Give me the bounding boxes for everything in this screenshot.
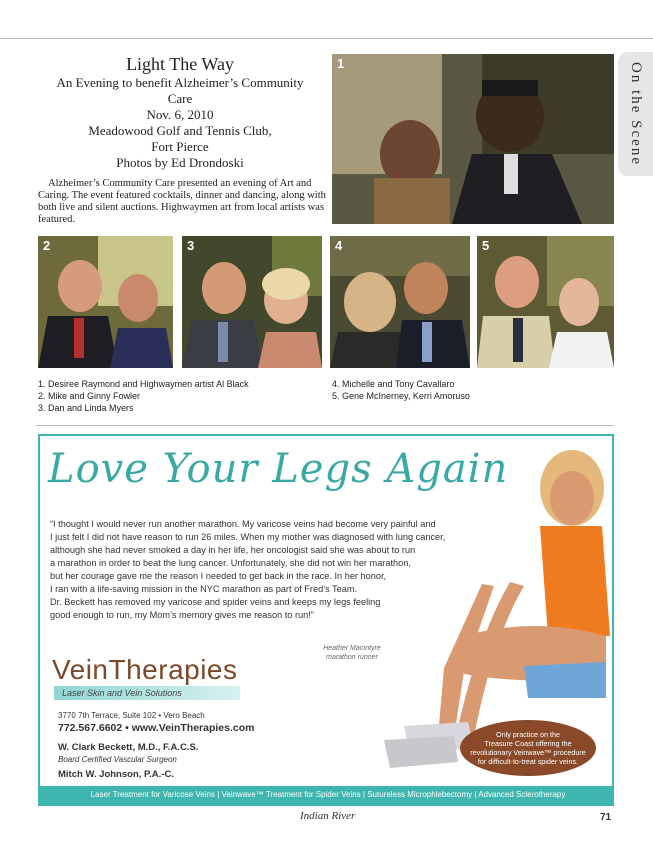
photo-2-image [38,236,173,368]
event-venue: Meadowood Golf and Tennis Club, [88,123,272,138]
photo-5-image [477,236,614,368]
photo-1 [332,54,614,224]
photo-3-image [182,236,322,368]
subtitle-line: An Evening to benefit Alzheimer’s Community [56,75,304,90]
attribution-role: marathon runner [326,654,378,661]
page-number: 71 [600,812,612,823]
quote-line: I ran with a life-saving mission in the NYC marathon as part of Fred’s Team. [50,584,358,594]
section-tab [618,52,653,176]
photo-1-image [332,54,614,224]
section-tab-label: On the Scene [628,62,644,166]
event-date: Nov. 6, 2010 [146,107,214,122]
caption: 4. Michelle and Tony Cavallaro [332,379,455,389]
photo-credit: Photos by Ed Drondoski [116,155,244,170]
phone-website: 772.567.6602 • www.VeinTherapies.com [58,722,255,734]
ad-services-bar: Laser Treatment for Varicose Veins | Veinwave™ Treatment for Spider Veins | Sutureless Microphlebectomy | Advanced Sclerotherapy [40,786,614,804]
promo-line: Only practice on the [496,730,560,739]
quote-line: although she had never smoked a day in her life, her oncologist said she was about to run [50,545,416,555]
photo-3 [182,236,322,368]
quote-line: Dr. Beckett has removed my varicose and spider veins and keeps my legs feeling [50,597,381,607]
caption: 1. Desiree Raymond and Highwaymen artist Al Black [38,379,249,389]
doctor-name: W. Clark Beckett, M.D., F.A.C.S. [58,742,199,753]
photo-number: 3 [187,238,195,253]
promo-line: Treasure Coast offering the [484,739,572,748]
photo-number: 1 [337,56,345,71]
captions-left [38,378,318,414]
advertisement [38,434,614,806]
quote-line: but her courage gave me the reason I needed to get back in the race. In her honor, [50,571,387,581]
section-divider [36,425,614,426]
doctor-title: Board Certified Vascular Surgeon [58,755,177,764]
brand-tagline: Laser Skin and Vein Solutions [54,686,240,700]
promo-line: revolutionary Veinwave™ procedure [470,748,586,757]
photo-number: 4 [335,238,343,253]
photo-number: 5 [482,238,490,253]
event-city: Fort Pierce [151,139,209,154]
testimonial-quote [50,518,470,622]
top-rule [0,38,653,39]
brand-logo: VeinTherapies [52,654,238,685]
article-title: Light The Way [126,54,234,74]
promo-line: for difficult-to-treat spider veins. [477,757,579,766]
caption: 2. Mike and Ginny Fowler [38,391,141,401]
quote-line: good enough to run, my Mom’s memory gives me reason to run!” [50,610,314,620]
quote-line: “I thought I would never run another marathon. My varicose veins had become very painful and [50,519,436,529]
caption: 3. Dan and Linda Myers [38,403,134,413]
article-header [36,54,324,171]
subtitle-line: Care [167,91,193,106]
photo-number: 2 [43,238,51,253]
photo-2 [38,236,173,368]
attribution-name: Heather MacIntyre [323,645,381,652]
ad-headline: Love Your Legs Again [48,446,509,492]
quote-line: I just felt I did not have reason to run 26 miles. When my mother was diagnosed with lung cancer, [50,532,446,542]
testimonial-attribution [312,644,392,662]
magazine-name: Indian River [300,810,356,822]
quote-line: a marathon in order to beat the lung cancer. Unfortunately, she did not win her marathon, [50,558,411,568]
address: 3770 7th Terrace, Suite 102 • Vero Beach [58,711,205,720]
caption: 5. Gene McInerney, Kerri Amoruso [332,391,470,401]
photo-4 [330,236,470,368]
article-intro: Alzheimer’s Community Care presented an evening of Art and Caring. The event featured cocktails, dinner and dancing, along with both live and silent auctions. Highwaymen art from local artists was featured. [38,178,326,225]
photo-5 [477,236,614,368]
photo-4-image [330,236,470,368]
promo-oval [460,720,596,776]
captions-right [332,378,592,402]
assistant-name: Mitch W. Johnson, P.A.-C. [58,769,174,780]
